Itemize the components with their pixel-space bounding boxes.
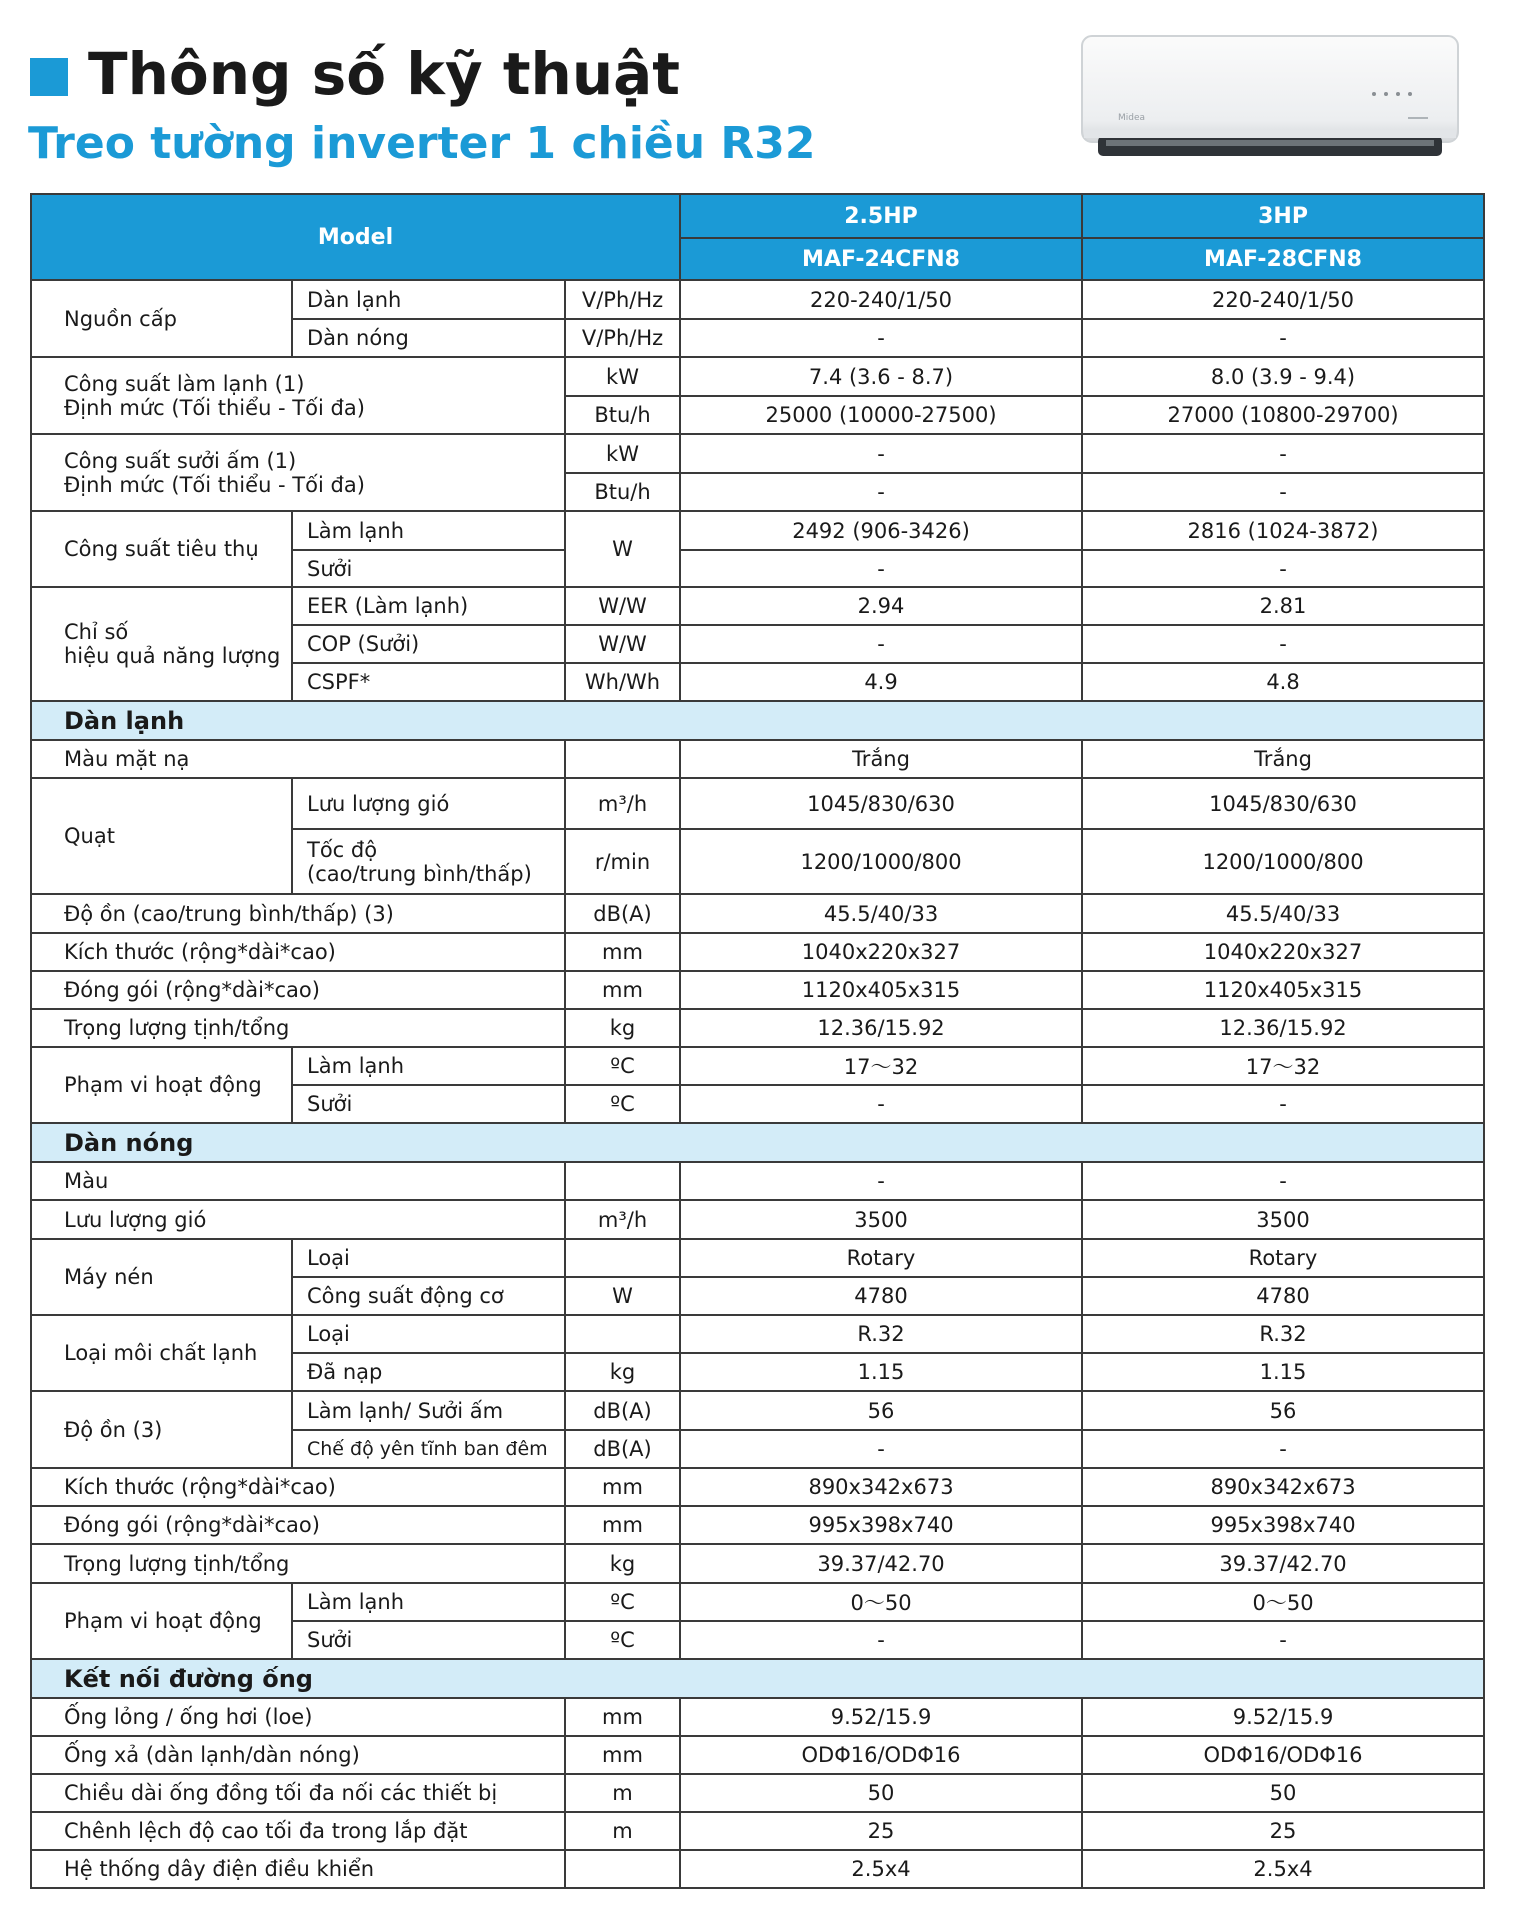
- table-row: [31, 1850, 1484, 1888]
- page-header: [0, 0, 1513, 190]
- row-sublabel: Loại: [292, 1315, 565, 1353]
- unit-cell: kg: [565, 1009, 680, 1047]
- row-label-line: Công suất sưởi ấm (1): [64, 448, 297, 473]
- row-sublabel: Làm lạnh: [292, 1047, 565, 1085]
- row-label: Màu mặt nạ: [31, 740, 565, 778]
- value-cell: 220-240/1/50: [1082, 280, 1484, 319]
- value-cell: 1120x405x315: [680, 971, 1082, 1009]
- table-row: [31, 1736, 1484, 1774]
- capacity-header: 2.5HP: [680, 194, 1082, 238]
- value-cell: 1.15: [1082, 1353, 1484, 1391]
- value-cell: 1200/1000/800: [1082, 829, 1484, 894]
- value-cell: 50: [1082, 1774, 1484, 1812]
- unit-cell: r/min: [565, 829, 680, 894]
- row-label: Máy nén: [31, 1239, 292, 1315]
- value-cell: 1040x220x327: [1082, 933, 1484, 971]
- row-label: [31, 357, 565, 434]
- row-sublabel: Loại: [292, 1239, 565, 1277]
- row-label: Kích thước (rộng*dài*cao): [31, 1468, 565, 1506]
- row-label-line: Công suất làm lạnh (1): [64, 371, 305, 396]
- unit-cell: V/Ph/Hz: [565, 280, 680, 319]
- row-sublabel: Làm lạnh: [292, 1583, 565, 1621]
- value-cell: 45.5/40/33: [680, 894, 1082, 933]
- section-title: Kết nối đường ống: [31, 1659, 1484, 1698]
- section-row: [31, 1123, 1484, 1162]
- row-sublabel: [292, 829, 565, 894]
- value-cell: 8.0 (3.9 - 9.4): [1082, 357, 1484, 396]
- value-cell: 0～50: [680, 1583, 1082, 1621]
- table-row: [31, 280, 1484, 319]
- row-sublabel-line: (cao/trung bình/thấp): [307, 861, 532, 886]
- row-label: Đóng gói (rộng*dài*cao): [31, 1506, 565, 1544]
- value-cell: 1040x220x327: [680, 933, 1082, 971]
- table-row: [31, 1468, 1484, 1506]
- value-cell: -: [1082, 1162, 1484, 1200]
- unit-cell: ºC: [565, 1621, 680, 1659]
- row-label: Quạt: [31, 778, 292, 894]
- unit-cell: [565, 1162, 680, 1200]
- table-row: [31, 894, 1484, 933]
- value-cell: 4.8: [1082, 663, 1484, 701]
- capacity-header: 3HP: [1082, 194, 1484, 238]
- unit-cell: dB(A): [565, 1430, 680, 1468]
- unit-cell: W: [565, 1277, 680, 1315]
- table-row: [31, 1544, 1484, 1583]
- unit-cell: mm: [565, 1506, 680, 1544]
- air-conditioner-image: [1078, 34, 1462, 168]
- value-cell: 9.52/15.9: [680, 1698, 1082, 1736]
- table-row: [31, 1200, 1484, 1239]
- row-label: Ống lỏng / ống hơi (loe): [31, 1698, 565, 1736]
- unit-cell: V/Ph/Hz: [565, 319, 680, 357]
- row-label: Phạm vi hoạt động: [31, 1583, 292, 1659]
- value-cell: -: [1082, 319, 1484, 357]
- value-cell: -: [680, 1430, 1082, 1468]
- value-cell: 7.4 (3.6 - 8.7): [680, 357, 1082, 396]
- unit-cell: m: [565, 1774, 680, 1812]
- table-row: [31, 587, 1484, 625]
- table-row: [31, 1162, 1484, 1200]
- value-cell: -: [1082, 1085, 1484, 1123]
- value-cell: 995x398x740: [680, 1506, 1082, 1544]
- value-cell: -: [1082, 1621, 1484, 1659]
- title-square-icon: [30, 58, 68, 96]
- value-cell: -: [680, 1085, 1082, 1123]
- value-cell: 1120x405x315: [1082, 971, 1484, 1009]
- unit-cell: mm: [565, 933, 680, 971]
- value-cell: -: [680, 473, 1082, 511]
- value-cell: 3500: [1082, 1200, 1484, 1239]
- value-cell: 56: [680, 1391, 1082, 1430]
- row-label-line: Định mức (Tối thiểu - Tối đa): [64, 395, 365, 420]
- value-cell: ODΦ16/ODΦ16: [1082, 1736, 1484, 1774]
- row-label: Chiều dài ống đồng tối đa nối các thiết bị: [31, 1774, 565, 1812]
- value-cell: 2.5x4: [680, 1850, 1082, 1888]
- value-cell: 2492 (906-3426): [680, 511, 1082, 550]
- row-label: Công suất tiêu thụ: [31, 511, 292, 587]
- row-sublabel: Chế độ yên tĩnh ban đêm: [292, 1430, 565, 1468]
- unit-cell: mm: [565, 1698, 680, 1736]
- section-row: [31, 701, 1484, 740]
- row-label: Loại môi chất lạnh: [31, 1315, 292, 1391]
- value-cell: 3500: [680, 1200, 1082, 1239]
- spec-table: [30, 193, 1485, 1889]
- value-cell: 50: [680, 1774, 1082, 1812]
- page-subtitle: Treo tường inverter 1 chiều R32: [28, 118, 816, 169]
- value-cell: Trắng: [680, 740, 1082, 778]
- row-label-line: hiệu quả năng lượng: [64, 644, 281, 668]
- model-code-header: MAF-24CFN8: [680, 238, 1082, 280]
- unit-cell: kg: [565, 1353, 680, 1391]
- value-cell: -: [680, 1162, 1082, 1200]
- unit-cell: Wh/Wh: [565, 663, 680, 701]
- value-cell: 12.36/15.92: [1082, 1009, 1484, 1047]
- value-cell: 2.81: [1082, 587, 1484, 625]
- row-sublabel: Sưởi: [292, 1621, 565, 1659]
- value-cell: 25: [1082, 1812, 1484, 1850]
- value-cell: 220-240/1/50: [680, 280, 1082, 319]
- value-cell: -: [680, 434, 1082, 473]
- value-cell: 25000 (10000-27500): [680, 396, 1082, 434]
- value-cell: 1200/1000/800: [680, 829, 1082, 894]
- row-sublabel: Công suất động cơ: [292, 1277, 565, 1315]
- table-row: [31, 971, 1484, 1009]
- value-cell: 4780: [680, 1277, 1082, 1315]
- row-label: Phạm vi hoạt động: [31, 1047, 292, 1123]
- table-row: [31, 357, 1484, 396]
- model-header: Model: [31, 194, 680, 280]
- value-cell: 56: [1082, 1391, 1484, 1430]
- row-label: Trọng lượng tịnh/tổng: [31, 1544, 565, 1583]
- unit-cell: kg: [565, 1544, 680, 1583]
- unit-cell: [565, 1315, 680, 1353]
- value-cell: -: [680, 625, 1082, 663]
- value-cell: 4780: [1082, 1277, 1484, 1315]
- page-title: Thông số kỹ thuật: [88, 40, 681, 108]
- table-row: [31, 1812, 1484, 1850]
- row-label: Đóng gói (rộng*dài*cao): [31, 971, 565, 1009]
- value-cell: ODΦ16/ODΦ16: [680, 1736, 1082, 1774]
- unit-cell: [565, 1239, 680, 1277]
- section-row: [31, 1659, 1484, 1698]
- value-cell: 2.5x4: [1082, 1850, 1484, 1888]
- value-cell: 890x342x673: [1082, 1468, 1484, 1506]
- unit-cell: [565, 740, 680, 778]
- table-row: [31, 933, 1484, 971]
- value-cell: 890x342x673: [680, 1468, 1082, 1506]
- value-cell: 17～32: [1082, 1047, 1484, 1085]
- value-cell: -: [1082, 1430, 1484, 1468]
- value-cell: 9.52/15.9: [1082, 1698, 1484, 1736]
- unit-cell: dB(A): [565, 894, 680, 933]
- table-row: [31, 1583, 1484, 1621]
- header-row: [31, 194, 1484, 238]
- value-cell: R.32: [1082, 1315, 1484, 1353]
- row-sublabel: CSPF*: [292, 663, 565, 701]
- value-cell: 25: [680, 1812, 1082, 1850]
- row-sublabel: Đã nạp: [292, 1353, 565, 1391]
- unit-cell: ºC: [565, 1583, 680, 1621]
- table-row: [31, 778, 1484, 829]
- value-cell: 39.37/42.70: [1082, 1544, 1484, 1583]
- unit-cell: mm: [565, 1736, 680, 1774]
- row-sublabel: Dàn lạnh: [292, 280, 565, 319]
- unit-cell: kW: [565, 434, 680, 473]
- row-sublabel: Dàn nóng: [292, 319, 565, 357]
- row-sublabel: Lưu lượng gió: [292, 778, 565, 829]
- row-label: Độ ồn (3): [31, 1391, 292, 1468]
- table-row: [31, 1506, 1484, 1544]
- row-label: Lưu lượng gió: [31, 1200, 565, 1239]
- value-cell: 2816 (1024-3872): [1082, 511, 1484, 550]
- value-cell: 1045/830/630: [1082, 778, 1484, 829]
- unit-cell: mm: [565, 971, 680, 1009]
- row-label: Nguồn cấp: [31, 280, 292, 357]
- unit-cell: W: [565, 511, 680, 587]
- brand-mark: Midea: [1118, 113, 1146, 123]
- unit-cell: W/W: [565, 587, 680, 625]
- value-cell: -: [680, 550, 1082, 587]
- row-sublabel-line: Tốc độ: [307, 837, 378, 862]
- value-cell: 0～50: [1082, 1583, 1484, 1621]
- table-row: [31, 511, 1484, 550]
- value-cell: 1045/830/630: [680, 778, 1082, 829]
- value-cell: -: [1082, 473, 1484, 511]
- value-cell: 17～32: [680, 1047, 1082, 1085]
- table-row: [31, 1391, 1484, 1430]
- row-label-line: Định mức (Tối thiểu - Tối đa): [64, 472, 365, 497]
- unit-cell: m³/h: [565, 1200, 680, 1239]
- unit-cell: [565, 1850, 680, 1888]
- row-label: Màu: [31, 1162, 565, 1200]
- row-label: [31, 587, 292, 701]
- value-cell: -: [680, 1621, 1082, 1659]
- table-row: [31, 1774, 1484, 1812]
- model-code-header: MAF-28CFN8: [1082, 238, 1484, 280]
- value-cell: 4.9: [680, 663, 1082, 701]
- row-label: Hệ thống dây điện điều khiển: [31, 1850, 565, 1888]
- row-sublabel: EER (Làm lạnh): [292, 587, 565, 625]
- value-cell: 27000 (10800-29700): [1082, 396, 1484, 434]
- row-label: Kích thước (rộng*dài*cao): [31, 933, 565, 971]
- value-cell: Rotary: [1082, 1239, 1484, 1277]
- table-row: [31, 1698, 1484, 1736]
- unit-cell: ºC: [565, 1085, 680, 1123]
- row-sublabel: Làm lạnh: [292, 511, 565, 550]
- row-label: Ống xả (dàn lạnh/dàn nóng): [31, 1736, 565, 1774]
- table-row: [31, 740, 1484, 778]
- value-cell: 1.15: [680, 1353, 1082, 1391]
- unit-cell: Btu/h: [565, 396, 680, 434]
- row-label-line: Chỉ số: [64, 620, 129, 644]
- row-label: Độ ồn (cao/trung bình/thấp) (3): [31, 894, 565, 933]
- unit-cell: m³/h: [565, 778, 680, 829]
- unit-cell: mm: [565, 1468, 680, 1506]
- value-cell: R.32: [680, 1315, 1082, 1353]
- section-title: Dàn nóng: [31, 1123, 1484, 1162]
- section-title: Dàn lạnh: [31, 701, 1484, 740]
- value-cell: -: [1082, 434, 1484, 473]
- value-cell: Rotary: [680, 1239, 1082, 1277]
- row-sublabel: COP (Sưởi): [292, 625, 565, 663]
- unit-cell: ºC: [565, 1047, 680, 1085]
- unit-cell: kW: [565, 357, 680, 396]
- row-label: [31, 434, 565, 511]
- table-row: [31, 434, 1484, 473]
- value-cell: -: [680, 319, 1082, 357]
- table-row: [31, 1239, 1484, 1277]
- value-cell: 12.36/15.92: [680, 1009, 1082, 1047]
- unit-cell: dB(A): [565, 1391, 680, 1430]
- value-cell: 995x398x740: [1082, 1506, 1484, 1544]
- row-label: Chênh lệch độ cao tối đa trong lắp đặt: [31, 1812, 565, 1850]
- value-cell: -: [1082, 625, 1484, 663]
- row-sublabel: Sưởi: [292, 1085, 565, 1123]
- value-cell: 39.37/42.70: [680, 1544, 1082, 1583]
- table-row: [31, 1315, 1484, 1353]
- value-cell: -: [1082, 550, 1484, 587]
- row-sublabel: Làm lạnh/ Sưởi ấm: [292, 1391, 565, 1430]
- unit-cell: W/W: [565, 625, 680, 663]
- unit-cell: m: [565, 1812, 680, 1850]
- value-cell: 45.5/40/33: [1082, 894, 1484, 933]
- row-label: Trọng lượng tịnh/tổng: [31, 1009, 565, 1047]
- row-sublabel: Sưởi: [292, 550, 565, 587]
- value-cell: 2.94: [680, 587, 1082, 625]
- table-row: [31, 1047, 1484, 1085]
- table-row: [31, 1009, 1484, 1047]
- unit-cell: Btu/h: [565, 473, 680, 511]
- value-cell: Trắng: [1082, 740, 1484, 778]
